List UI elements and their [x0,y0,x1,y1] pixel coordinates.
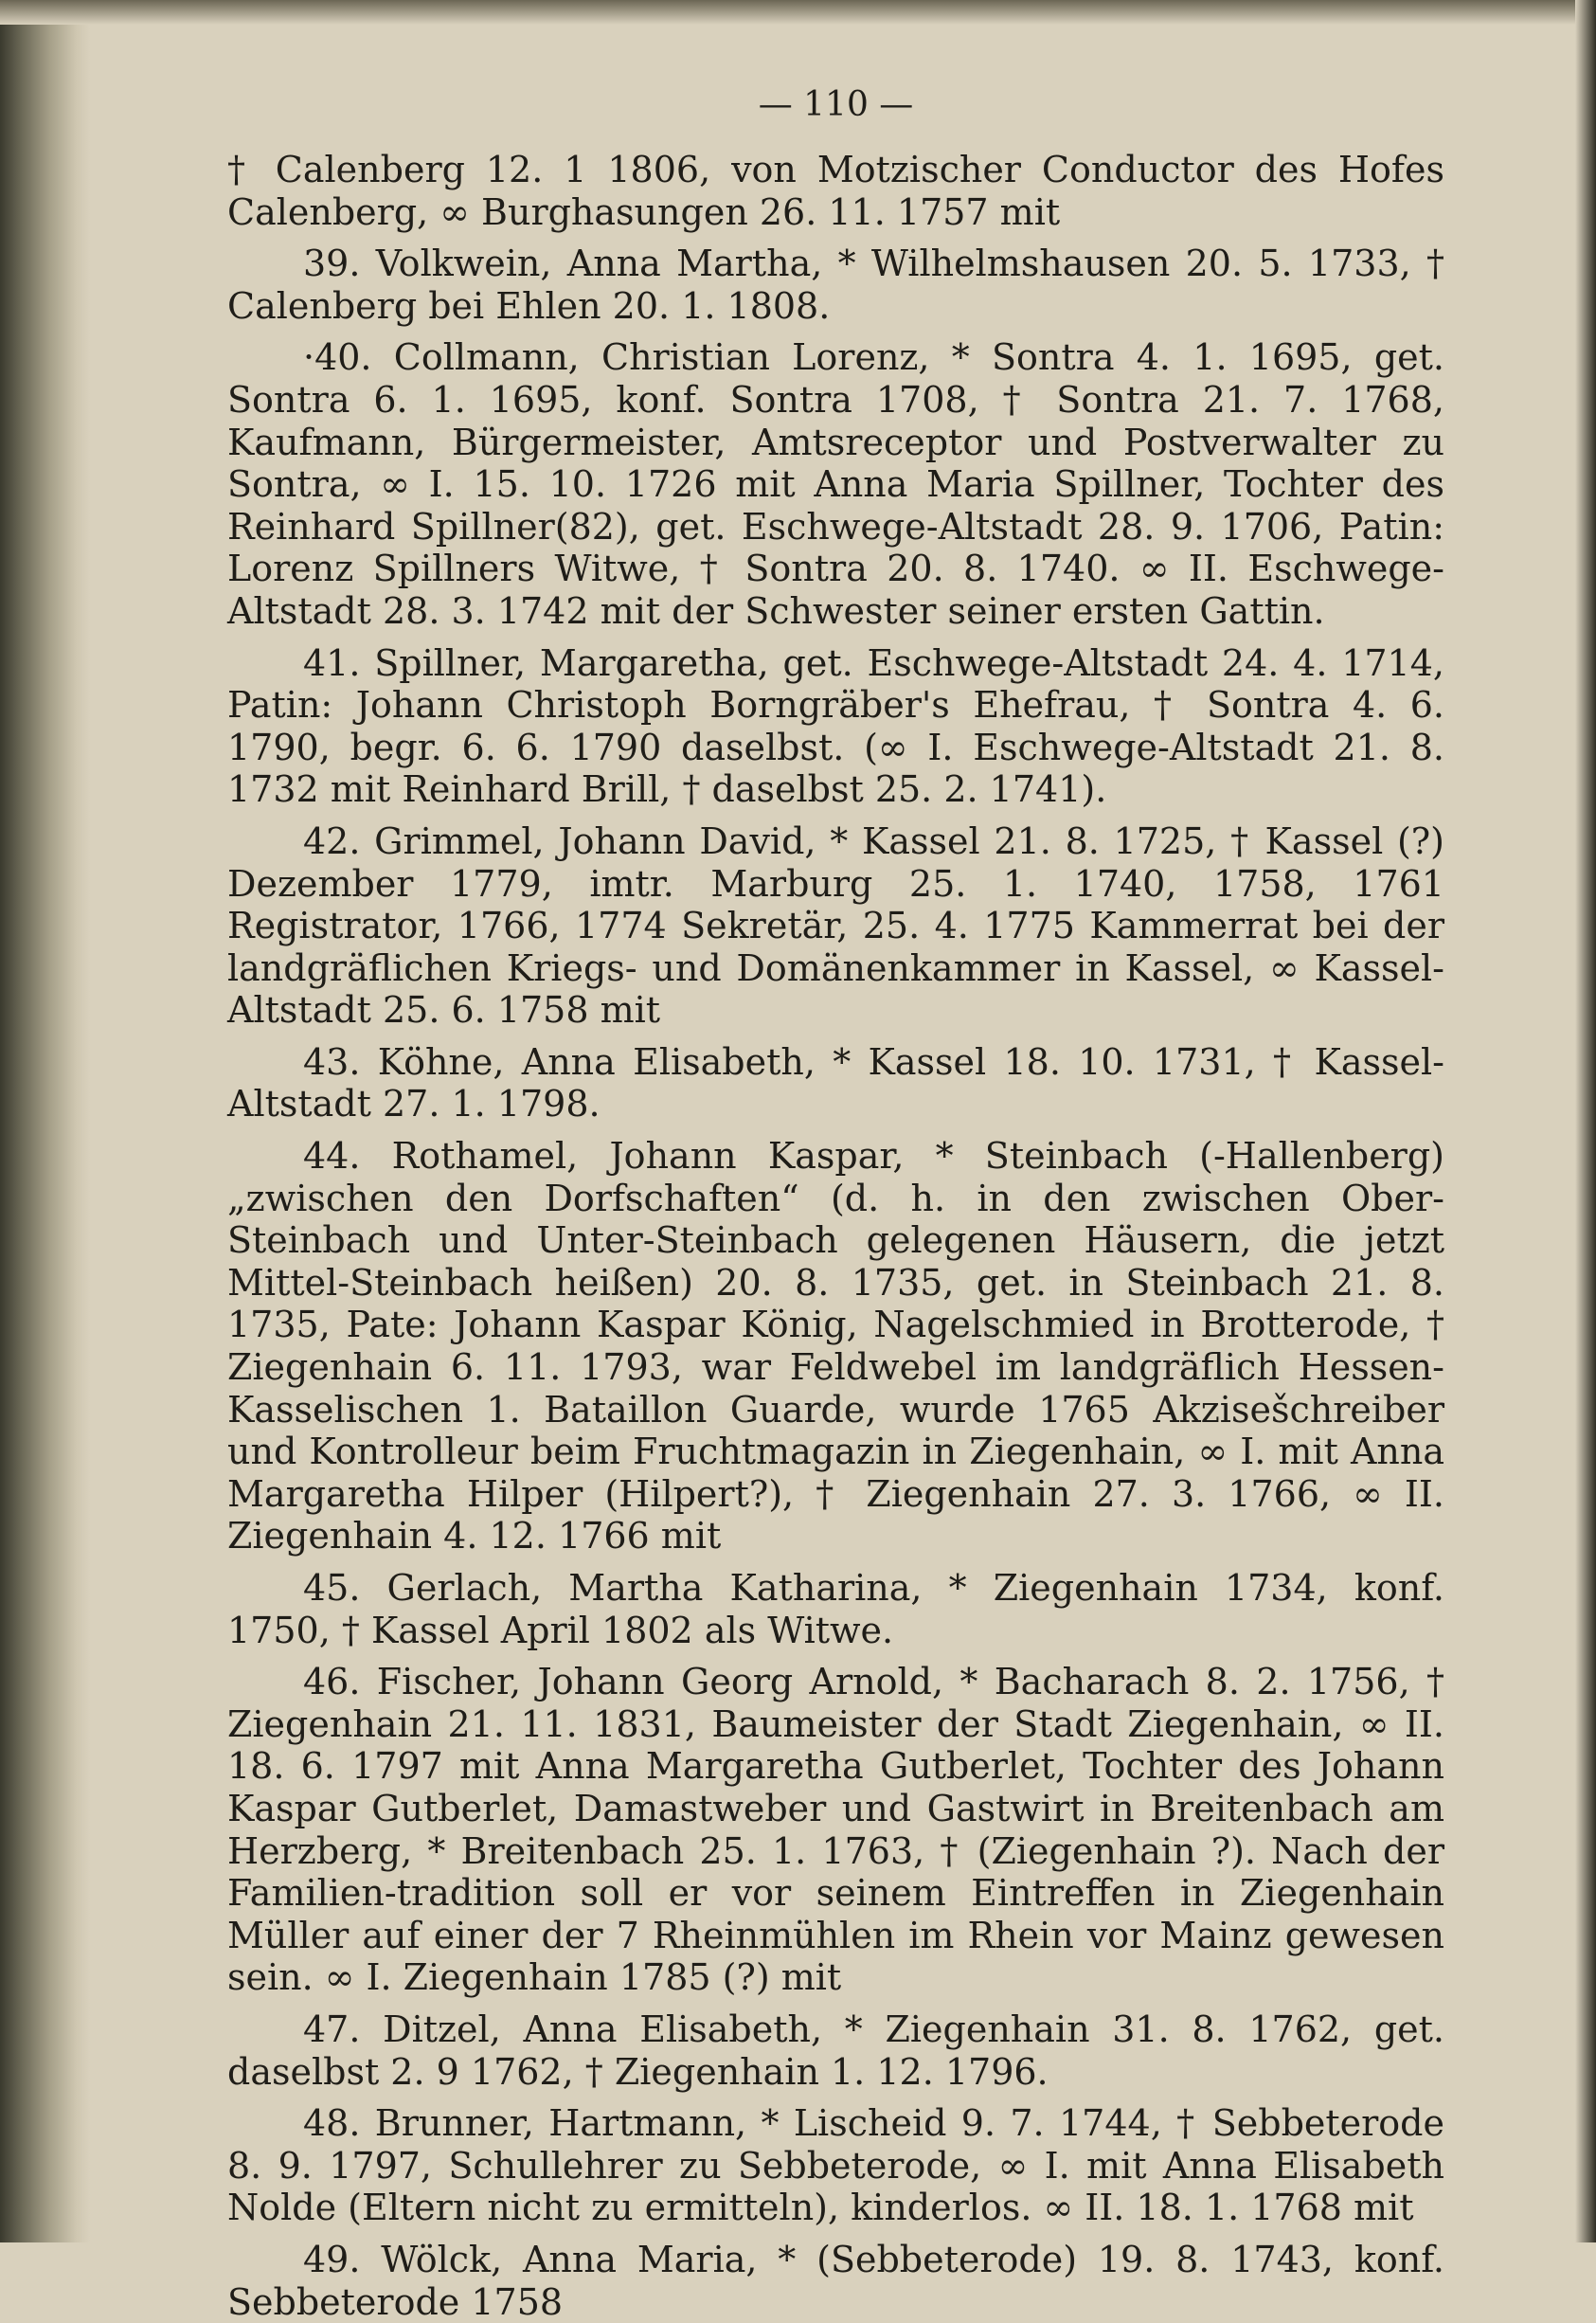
page-right-edge [1575,0,1596,2242]
entry-42: 42. Grimmel, Johann David, * Kassel 21. 8. 1725, † Kassel (?) Dezember 1779, imtr. Marburg 25. 1. 1740, 1758, 1761 Registrator, 1766, 1774 Sekretär, 25. 4. 1775 Kammerrat bei der landgräflichen Kriegs- und Domänenkammer in Kassel, ∞ Kassel-Altstadt 25. 6. 1758 mit [227,819,1444,1032]
entry-48: 48. Brunner, Hartmann, * Lischeid 9. 7. 1744, † Sebbeterode 8. 9. 1797, Schullehrer zu Sebbeterode, ∞ I. mit Anna Elisabeth Nolde (Eltern nicht zu ermitteln), kinderlos. ∞ II. 18. 1. 1768 mit [227,2102,1444,2229]
entry-41: 41. Spillner, Margaretha, get. Eschwege-Altstadt 24. 4. 1714, Patin: Johann Christoph Borngräber's Ehefrau, † Sontra 4. 6. 1790, begr. 6. 6. 1790 daselbst. (∞ I. Eschwege-Altstadt 21. 8. 1732 mit Reinhard Brill, † daselbst 25. 2. 1741). [227,641,1444,811]
paragraph-continuation: † Calenberg 12. 1 1806, von Motzischer Conductor des Hofes Calenberg, ∞ Burghasungen 26. 11. 1757 mit [227,149,1444,233]
page-number: — 110 — [758,85,914,124]
entry-40: ·40. Collmann, Christian Lorenz, * Sontra 4. 1. 1695, get. Sontra 6. 1. 1695, konf. Sontra 1708, † Sontra 21. 7. 1768, Kaufmann, Bürgermeister, Amtsreceptor und Postverwalter zu Sontra, ∞ I. 15. 10. 1726 mit Anna Maria Spillner, Tochter des Reinhard Spillner(82), get. Eschwege-Altstadt 28. 9. 1706, Patin: Lorenz Spillners Witwe, † Sontra 20. 8. 1740. ∞ II. Eschwege-Altstadt 28. 3. 1742 mit der Schwester seiner ersten Gattin. [227,336,1444,632]
entry-44: 44. Rothamel, Johann Kaspar, * Steinbach (-Hallenberg) „zwischen den Dorfschaften“ (d. h. in den zwischen Ober-Steinbach und Unter-Steinbach gelegenen Häusern, die jetzt Mittel-Steinbach heißen) 20. 8. 1735, get. in Steinbach 21. 8. 1735, Pate: Johann Kaspar König, Nagelschmied in Brotterode, † Ziegenhain 6. 11. 1793, war Feldwebel im landgräflich Hessen-Kasselischen 1. Bataillon Guarde, wurde 1765 Akzisešchreiber und Kontrolleur beim Fruchtmagazin in Ziegenhain, ∞ I. mit Anna Margaretha Hilper (Hilpert?), † Ziegenhain 27. 3. 1766, ∞ II. Ziegenhain 4. 12. 1766 mit [227,1135,1444,1558]
entry-39: 39. Volkwein, Anna Martha, * Wilhelmshausen 20. 5. 1733, † Calenberg bei Ehlen 20. 1. 1808. [227,243,1444,327]
page-text [227,149,1444,2323]
book-page [227,85,1444,2323]
entry-43: 43. Köhne, Anna Elisabeth, * Kassel 18. 10. 1731, † Kassel-Altstadt 27. 1. 1798. [227,1040,1444,1125]
page-top-edge [0,0,1596,25]
entry-49: 49. Wölck, Anna Maria, * (Sebbeterode) 19. 8. 1743, konf. Sebbeterode 1758 [227,2238,1444,2323]
book-binding-shadow [0,0,90,2242]
entry-47: 47. Ditzel, Anna Elisabeth, * Ziegenhain 31. 8. 1762, get. daselbst 2. 9 1762, † Ziegenhain 1. 12. 1796. [227,2008,1444,2093]
entry-45: 45. Gerlach, Martha Katharina, * Ziegenhain 1734, konf. 1750, † Kassel April 1802 als Witwe. [227,1567,1444,1651]
entry-46: 46. Fischer, Johann Georg Arnold, * Bacharach 8. 2. 1756, † Ziegenhain 21. 11. 1831, Baumeister der Stadt Ziegenhain, ∞ II. 18. 6. 1797 mit Anna Margaretha Gutberlet, Tochter des Johann Kaspar Gutberlet, Damastweber und Gastwirt in Breitenbach am Herzberg, * Breitenbach 25. 1. 1763, † (Ziegenhain ?). Nach der Familien-tradition soll er vor seinem Eintreffen in Ziegenhain Müller auf einer der 7 Rheinmühlen im Rhein vor Mainz gewesen sein. ∞ I. Ziegenhain 1785 (?) mit [227,1661,1444,1999]
